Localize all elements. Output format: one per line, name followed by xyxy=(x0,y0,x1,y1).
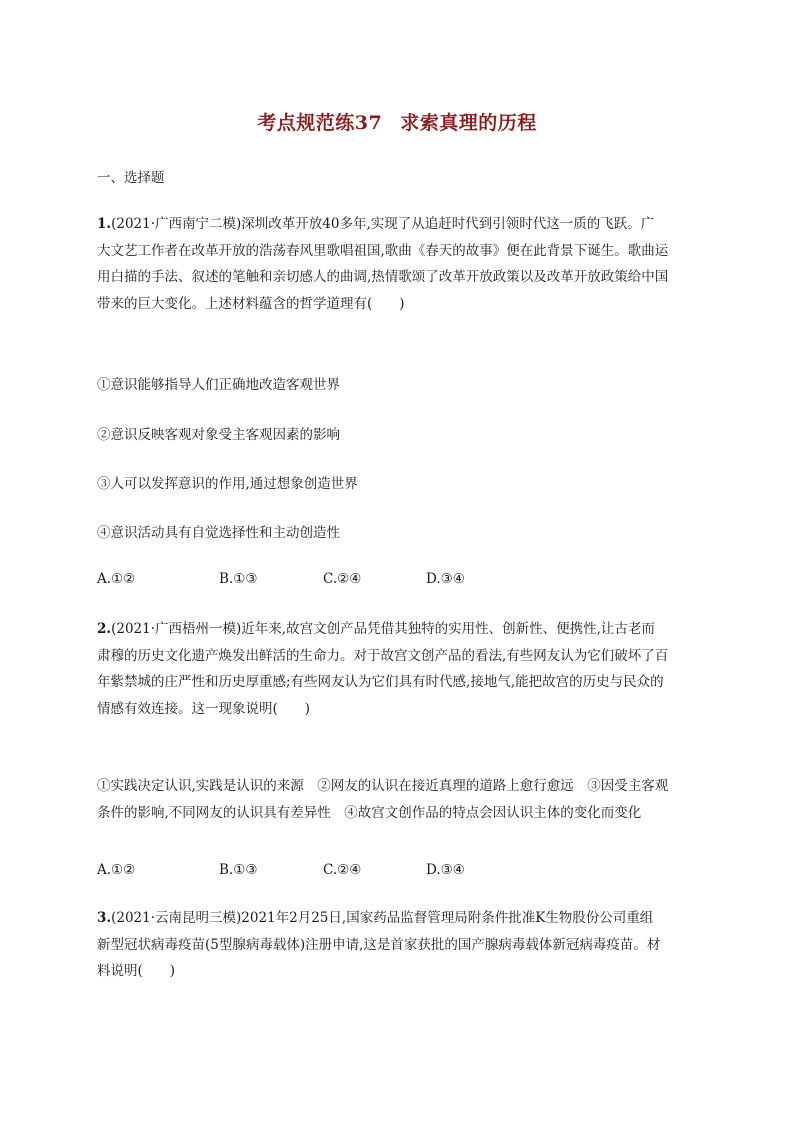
question-2-choice-c[interactable]: C.②④ xyxy=(323,862,362,878)
question-2-line-3: 年紫禁城的庄严性和历史厚重感;有些网友认为它们具有时代感,接地气,能把故宫的历史与民众的 xyxy=(97,674,664,690)
question-3-number: 3. xyxy=(97,910,112,926)
question-1-option-3: ③人可以发挥意识的作用,通过想象创造世界 xyxy=(97,476,358,492)
question-2-choice-d[interactable]: D.③④ xyxy=(426,862,465,878)
question-3-line-3: 料说明( ) xyxy=(97,963,176,979)
question-2-stem xyxy=(97,616,697,722)
question-1-option-2: ②意识反映客观对象受主客观因素的影响 xyxy=(97,427,340,443)
question-1-line-1: 1.(2021·广西南宁二模)深圳改革开放40多年,实现了从追赶时代到引领时代这一质的飞跃。广 xyxy=(97,216,655,232)
title-sub: 求索真理的历程 xyxy=(400,112,537,134)
page-title xyxy=(0,108,794,135)
question-1-choice-c[interactable]: C.②④ xyxy=(323,571,362,587)
question-3-line-2: 新型冠状病毒疫苗(5型腺病毒载体)注册申请,这是首家获批的国产腺病毒载体新冠病毒疫苗。材 xyxy=(97,936,661,953)
question-1-choice-d[interactable]: D.③④ xyxy=(426,571,465,587)
title-main: 考点规范练37 xyxy=(257,112,383,134)
question-2-options xyxy=(97,773,697,826)
question-3-stem xyxy=(97,905,697,985)
section-heading: 一、选择题 xyxy=(97,170,165,186)
question-2-line-1: 2.(2021·广西梧州一模)近年来,故宫文创产品凭借其独特的实用性、创新性、便携性,让古老而 xyxy=(97,621,655,637)
question-2-choice-b[interactable]: B.①③ xyxy=(219,862,258,878)
question-2-choice-a[interactable]: A.①② xyxy=(97,862,136,878)
question-1-choice-a[interactable]: A.①② xyxy=(97,571,136,587)
question-1-line-4: 带来的巨大变化。上述材料蕴含的哲学道理有( ) xyxy=(97,295,405,312)
question-2-option-line-2: 条件的影响,不同网友的认识具有差异性 ④故宫文创作品的特点会因认识主体的变化而变化 xyxy=(97,804,642,821)
question-1-choice-b[interactable]: B.①③ xyxy=(219,571,258,587)
question-2-line-4: 情感有效连接。这一现象说明( ) xyxy=(97,700,311,717)
question-2-line-2: 肃穆的历史文化遗产焕发出鲜活的生命力。对于故宫文创产品的看法,有些网友认为它们破坏了百 xyxy=(97,647,669,664)
question-3-line-1: 3.(2021·云南昆明三模)2021年2月25日,国家药品监督管理局附条件批准K生物股份公司重组 xyxy=(97,910,654,926)
question-1-line-2: 大文艺工作者在改革开放的浩荡春风里歌唱祖国,歌曲《春天的故事》便在此背景下诞生。歌曲运 xyxy=(97,242,669,259)
question-2-number: 2. xyxy=(97,621,112,637)
question-1-line-3: 用白描的手法、叙述的笔触和亲切感人的曲调,热情歌颂了改革开放政策以及改革开放政策给中国 xyxy=(97,269,669,285)
question-1-stem xyxy=(97,211,697,317)
question-2-option-line-1: ①实践决定认识,实践是认识的来源 ②网友的认识在接近真理的道路上愈行愈远 ③因受主客观 xyxy=(97,778,669,794)
question-1-option-1: ①意识能够指导人们正确地改造客观世界 xyxy=(97,377,340,393)
question-1-number: 1. xyxy=(97,216,112,232)
question-1-option-4: ④意识活动具有自觉选择性和主动创造性 xyxy=(97,525,340,541)
